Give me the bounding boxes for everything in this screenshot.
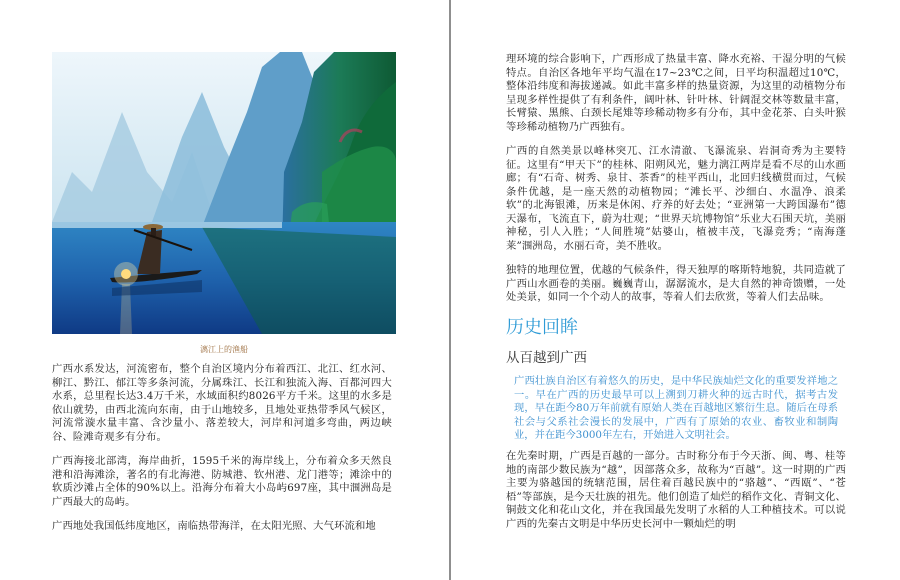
left-body-text bbox=[52, 363, 392, 545]
right-bottom-text bbox=[506, 450, 846, 542]
paragraph: 广西的自然美景以峰林突兀、江水清澈、飞瀑流泉、岩洞奇秀为主要特征。这里有“甲天下”的桂林、阳朔风光，魅力漓江两岸是看不尽的山水画廊；有“石奇、树秀、泉甘、茶香”的桂平西山，北回归线横贯而过，气候条件优越，是一座天然的动植物园；“滩长平、沙细白、水温净、浪柔软”的北海银滩，历来是休闲、疗养的好去处；“亚洲第一大跨国瀑布”德天瀑布，飞流直下，蔚为壮观；“世界天坑博物馆”乐业大石围天坑，美丽神秘，引人入胜；“人间胜境”姑婆山，植被丰茂，飞瀑竞秀；“南海蓬莱”涠洲岛，水丽石奇，美不胜收。 bbox=[506, 145, 846, 252]
paragraph: 广西海接北部湾，海岸曲折，1595千米的海岸线上，分布着众多天然良港和沿海滩涂，著名的有北海港、防城港、钦州港、龙门港等；滩涂中的软质沙滩占全体的90%以上。沿海分布着大小岛屿697座，其中涠洲岛是广西最大的岛屿。 bbox=[52, 455, 392, 508]
right-page bbox=[451, 0, 900, 580]
paragraph: 独特的地理位置，优越的气候条件，得天独厚的喀斯特地貌，共同造就了广西山水画卷的美丽。巍巍青山，潺潺流水，是大自然的神奇馈赠，一处处美景，如同一个个动人的故事，等着人们去欣赏，等着人们去品味。 bbox=[506, 264, 846, 303]
paragraph: 在先秦时期，广西是百越的一部分。古时称分布于今天浙、闽、粤、桂等地的南部少数民族为“越”，因部落众多，故称为“百越”。这一时期的广西主要为骆越国的统辖范围，居住着百越民族中的“骆越”、“西瓯”、“苍梧”等部族，是今天壮族的祖先。他们创造了灿烂的稻作文化、青铜文化、铜鼓文化和花山文化，并在我国最先发明了水稻的人工种植技术。可以说广西的先秦古文明是中华历史长河中一颗灿烂的明 bbox=[506, 450, 846, 530]
section-title: 历史回眸 bbox=[506, 317, 578, 338]
paragraph: 广西水系发达，河流密布，整个自治区境内分布着西江、北江、红水河、柳江、黔江、郁江等多条河流，分属珠江、长江和独流入海、百都河四大水系，总里程长达3.4万千米，水域面积约8026平方千米。这里的水多是依山就势，由西北流向东南，由于山地较多，且地处亚热带季风气候区，河流常漩水量丰富、含沙量小、落差较大，河岸和河道多弯曲，两边峡谷、险滩奇观多有分布。 bbox=[52, 363, 392, 443]
photo-caption: 漓江上的渔船 bbox=[200, 345, 248, 354]
right-top-text bbox=[506, 53, 846, 316]
pull-quote: 广西壮族自治区有着悠久的历史，是中华民族灿烂文化的重要发祥地之一。早在广西的历史最早可以上溯到刀耕火种的远古时代，据考古发现，早在距今80万年前就有原始人类在百越地区繁衍生息。随后在母系社会与父系社会漫长的发展中，广西有了原始的农业、畜牧业和制陶业，并在距今3000年左右，开始进入文明社会。 bbox=[514, 375, 838, 441]
paragraph: 广西地处我国低纬度地区，南临热带海洋，在太阳光照、大气环流和地 bbox=[52, 520, 376, 532]
left-page bbox=[0, 0, 449, 580]
li-river-fishing-boat-photo bbox=[52, 52, 396, 334]
subsection-title: 从百越到广西 bbox=[506, 350, 587, 366]
paragraph: 理环境的综合影响下，广西形成了热量丰富、降水充裕、干湿分明的气候特点。自治区各地年平均气温在17~23℃之间，日平均积温超过10℃，整体沿纬度和海拔递减。如此丰富多样的热量资源，为这里的动植物分布呈现多样性提供了有利条件，阔叶林、针叶林、针阔混交林等数量丰富，长臂猿、黑熊、白颈长尾雉等珍稀动物多有分布，其中金花茶、白头叶猴等珍稀动植物乃广西独有。 bbox=[506, 53, 846, 133]
